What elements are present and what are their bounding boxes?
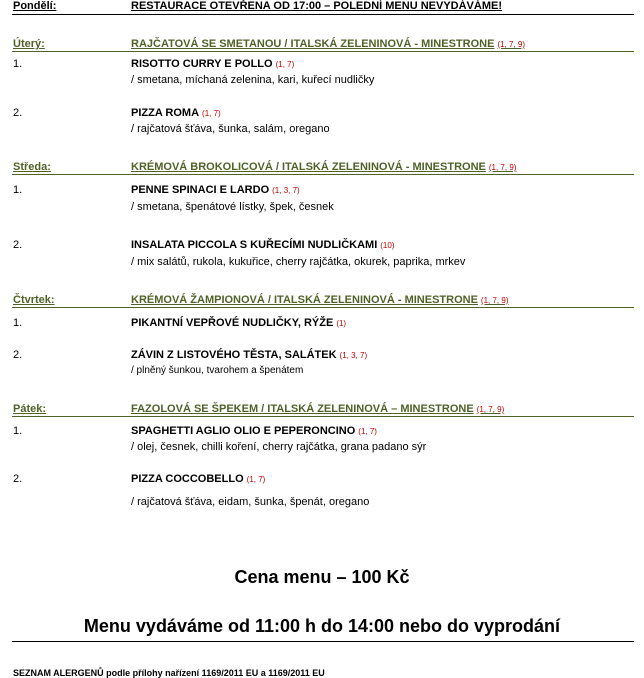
soup-friday: FAZOLOVÁ SE ŠPEKEM / ITALSKÁ ZELENINOVÁ – MINESTRONE (1, 7, 9) [131,403,505,415]
dish-name: RISOTTO CURRY E POLLO (1, 7) [131,58,295,70]
dish-description: / smetana, míchaná zelenina, kari, kuřecí nudličky [131,74,375,86]
dish-number: 2. [13,349,23,361]
dish-description: / olej, česnek, chilli koření, cherry rajčátka, grana padano sýr [131,441,427,453]
dish-name: PIZZA COCCOBELLO (1, 7) [131,473,266,485]
dish-number: 1. [13,58,23,70]
divider [12,51,634,52]
dish-description: / smetana, špenátové lístky, špek, česnek [131,201,334,213]
dish-description: / rajčatová šťáva, šunka, salám, oregano [131,123,330,135]
dish-description: / mix salátů, rukola, kukuřice, cherry rajčátka, okurek, paprika, mrkev [131,256,466,268]
day-label-friday: Pátek: [13,403,47,415]
allergen-list-heading: SEZNAM ALERGENŮ podle přílohy nařízení 1169/2011 EU a 1169/2011 EU [13,668,325,678]
dish-name: SPAGHETTI AGLIO OLIO E PEPERONCINO (1, 7) [131,425,377,437]
dish-name: ZÁVIN Z LISTOVÉHO TĚSTA, SALÁTEK (1, 3, 7) [131,349,368,361]
divider [12,14,634,15]
day-label-tuesday: Úterý: [13,38,45,50]
dish-description: / plněný šunkou, tvarohem a špenátem [131,365,304,376]
dish-description: / rajčatová šťáva, eidam, šunka, špenát, oregano [131,496,370,508]
soup-tuesday: RAJČATOVÁ SE SMETANOU / ITALSKÁ ZELENINOVÁ - MINESTRONE (1, 7, 9) [131,38,526,50]
dish-number: 1. [13,184,23,196]
divider [12,641,634,642]
soup-wednesday: KRÉMOVÁ BROKOLICOVÁ / ITALSKÁ ZELENINOVÁ - MINESTRONE (1, 7, 9) [131,161,517,173]
dish-name: PIZZA ROMA (1, 7) [131,107,221,119]
dish-number: 2. [13,239,23,251]
divider [12,416,634,417]
day-label-thursday: Čtvrtek: [13,294,55,306]
dish-number: 2. [13,107,23,119]
serving-hours: Menu vydáváme od 11:00 h do 14:00 nebo do vyprodání [83,616,561,636]
dish-number: 1. [13,425,23,437]
monday-notice: RESTAURACE OTEVŘENA OD 17:00 – POLEDNÍ MENU NEVYDÁVÁME! [131,0,502,12]
dish-number: 1. [13,317,23,329]
soup-thursday: KRÉMOVÁ ŽAMPIONOVÁ / ITALSKÁ ZELENINOVÁ - MINESTRONE (1, 7, 9) [131,294,509,306]
menu-price: Cena menu – 100 Kč [234,567,410,587]
dish-name: PENNE SPINACI E LARDO (1, 3, 7) [131,184,300,196]
day-label-monday: Pondělí: [13,0,57,12]
day-label-wednesday: Středa: [13,161,51,173]
dish-name: INSALATA PICCOLA S KUŘECÍMI NUDLIČKAMI (10) [131,239,395,251]
dish-name: PIKANTNÍ VEPŘOVÉ NUDLIČKY, RÝŽE (1) [131,317,347,329]
dish-number: 2. [13,473,23,485]
divider [12,307,634,308]
divider [12,174,634,175]
